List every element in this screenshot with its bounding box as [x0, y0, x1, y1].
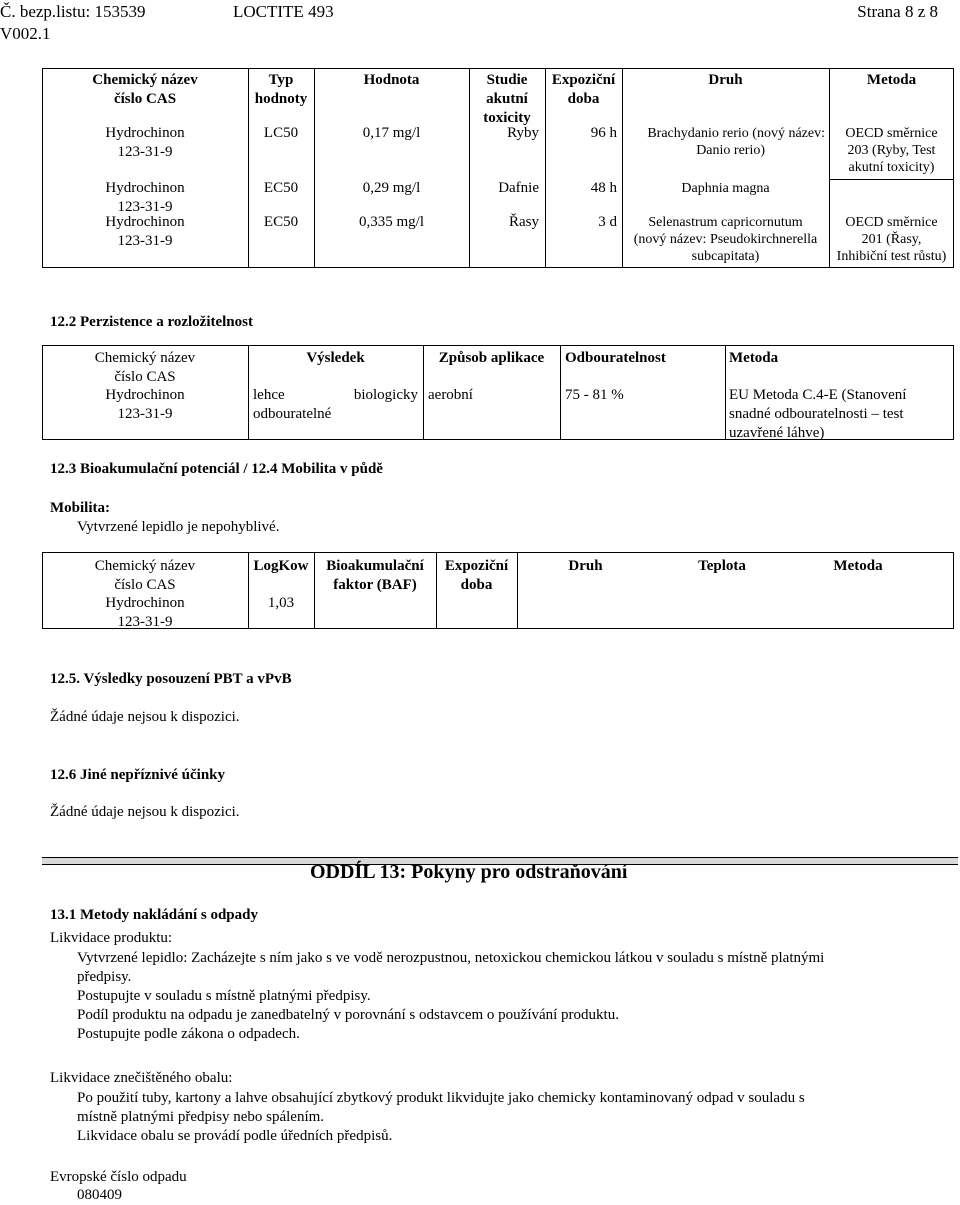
- version-label: V002.1: [0, 24, 51, 43]
- tox-row-3-species: Selenastrum capricornutum (nový název: Pseudokirchnerella subcapitata): [633, 215, 818, 264]
- bio-header-temperature: Teplota: [698, 558, 746, 574]
- tox-row-3-study: Řasy: [509, 214, 539, 230]
- tox-row-1-chem: Hydrochinon 123-31-9: [105, 125, 185, 160]
- section-12-3-title: 12.3 Bioakumulační potenciál / 12.4 Mobilita v půdě: [50, 461, 383, 477]
- section-13-banner-title: ODDÍL 13: Pokyny pro odstraňování: [310, 861, 628, 883]
- doc-number-label: Č. bezp.listu: 153539: [0, 2, 146, 21]
- tox-row-3-exposure: 3 d: [598, 214, 617, 230]
- bio-header-exposure: Expoziční doba: [444, 558, 509, 593]
- persistence-header-degradability: Odbouratelnost: [565, 350, 666, 366]
- product-disposal-text: Vytvrzené lepidlo: Zacházejte s ním jako s ve vodě nerozpustnou, netoxickou chemickou látkou v souladu s místně platnými předpisy. Postupujte v souladu s místně platnými předpisy. Podíl produktu na odpadu je zanedbatelný v porovnání s odstavcem o používání produktu. Postupujte podle zákona o odpadech.: [77, 950, 825, 1042]
- tox-row-2-type: EC50: [263, 180, 299, 196]
- section-12-6-text: Žádné údaje nejsou k dispozici.: [50, 804, 240, 820]
- waste-code: 080409: [77, 1187, 122, 1203]
- packaging-disposal-label: Likvidace znečištěného obalu:: [50, 1070, 233, 1086]
- tox-header-chem: Chemický název číslo CAS: [92, 72, 198, 107]
- tox-header-value: Hodnota: [363, 72, 420, 88]
- bio-header-logkow: LogKow: [253, 558, 309, 574]
- bio-header-chem: Chemický název číslo CAS: [94, 558, 196, 593]
- tox-row-2-value: 0,29 mg/l: [362, 180, 421, 196]
- persistence-row-method: EU Metoda C.4-E (Stanovení snadné odbouratelnosti – test uzavřené láhve): [729, 387, 907, 441]
- section-12-6-title: 12.6 Jiné nepříznivé účinky: [50, 767, 226, 783]
- product-name: LOCTITE 493: [233, 2, 334, 21]
- persistence-header-application: Způsob aplikace: [438, 350, 545, 366]
- bio-row-logkow: 1,03: [267, 595, 295, 611]
- waste-code-label: Evropské číslo odpadu: [50, 1169, 187, 1185]
- persistence-row-result: lehce biologicky odbouratelné: [253, 387, 418, 422]
- persistence-header-result: Výsledek: [306, 350, 365, 366]
- section-13-1-title: 13.1 Metody nakládání s odpady: [50, 907, 258, 923]
- tox-row-1-method: OECD směrnice 203 (Ryby, Test akutní toxicity): [845, 126, 938, 175]
- page-label: Strana 8 z 8: [857, 2, 938, 21]
- tox-header-exposure: Expoziční doba: [551, 72, 616, 107]
- tox-row-3-value: 0,335 mg/l: [358, 214, 424, 230]
- mobility-label: Mobilita:: [50, 500, 110, 516]
- mobility-text: Vytvrzené lepidlo je nepohyblivé.: [77, 519, 280, 535]
- bio-header-baf: Bioakumulační faktor (BAF): [326, 558, 424, 593]
- tox-header-study: Studie akutní toxicity: [483, 72, 531, 126]
- tox-header-species: Druh: [708, 72, 743, 88]
- persistence-header-chem: Chemický název číslo CAS: [94, 350, 196, 385]
- persistence-row-degradability: 75 - 81 %: [565, 387, 624, 403]
- tox-row-2-chem: Hydrochinon 123-31-9: [105, 180, 185, 215]
- persistence-row-application: aerobní: [428, 387, 473, 403]
- tox-row-1-study: Ryby: [507, 125, 539, 141]
- tox-row-1-species: Brachydanio rerio (nový název: Danio rerio): [647, 126, 825, 158]
- bio-header-method: Metoda: [833, 558, 883, 574]
- tox-row-1-type: LC50: [263, 125, 299, 141]
- persistence-row-chem: Hydrochinon 123-31-9: [105, 387, 185, 422]
- tox-row-3-method: OECD směrnice 201 (Řasy, Inhibiční test růstu): [836, 215, 947, 264]
- tox-row-3-chem: Hydrochinon 123-31-9: [105, 214, 185, 249]
- product-disposal-label: Likvidace produktu:: [50, 930, 173, 946]
- tox-header-type: Typ hodnoty: [254, 72, 308, 107]
- bio-header-species: Druh: [568, 558, 603, 574]
- tox-row-2-exposure: 48 h: [590, 180, 617, 196]
- tox-row-3-type: EC50: [263, 214, 299, 230]
- tox-row-2-species: Daphnia magna: [681, 181, 770, 196]
- packaging-disposal-text: Po použití tuby, kartony a lahve obsahující zbytkový produkt likvidujte jako chemicky kontaminovaný odpad v souladu s místně platnými předpisy nebo spálením. Likvidace obalu se provádí podle úředních předpisů.: [77, 1090, 805, 1144]
- section-12-5-text: Žádné údaje nejsou k dispozici.: [50, 709, 240, 725]
- section-12-5-title: 12.5. Výsledky posouzení PBT a vPvB: [50, 671, 292, 687]
- tox-header-method: Metoda: [866, 72, 917, 88]
- tox-row-2-study: Dafnie: [498, 180, 539, 196]
- section-12-2-title: 12.2 Perzistence a rozložitelnost: [50, 314, 253, 330]
- tox-row-1-value: 0,17 mg/l: [362, 125, 421, 141]
- tox-row-1-exposure: 96 h: [590, 125, 617, 141]
- bio-row-chem: Hydrochinon 123-31-9: [105, 595, 185, 630]
- persistence-header-method: Metoda: [729, 350, 779, 366]
